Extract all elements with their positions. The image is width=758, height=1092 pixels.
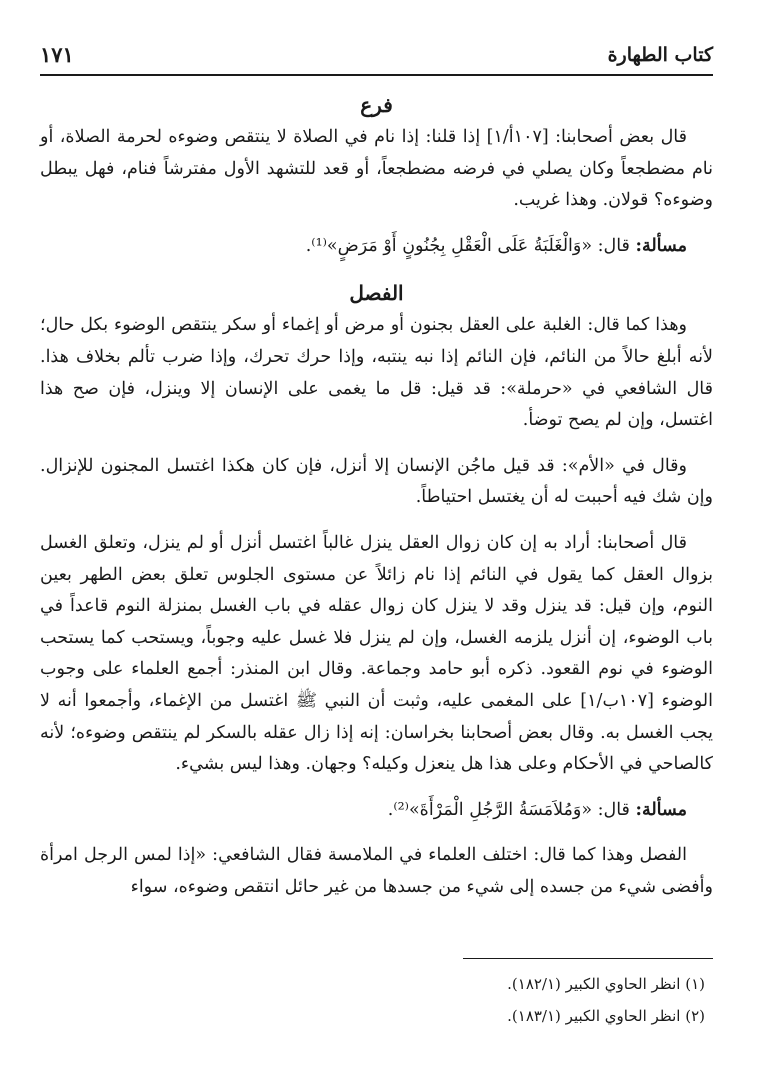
footnote-1: (١) انظر الحاوي الكبير (١٨٢/١). [507, 975, 705, 993]
paragraph-fasl-2: وقال في «الأم»: قد قيل ماجُن الإنسان إلا أنزل، فإن كان هكذا اغتسل المجنون للإنزال. وإن شك فيه أحببت له أن يغتسل احتياطاً. [40, 455, 713, 508]
page-header [40, 38, 713, 72]
footnote-divider [463, 958, 713, 959]
section-heading-far: فرع [360, 93, 393, 117]
masala-2 [40, 795, 713, 827]
paragraph-far: قال بعض أصحابنا: [١٠٧أ/١] إذا قلنا: إذا نام في الصلاة لا ينتقص وضوءه لحرمة الصلاة، أو نام مضطجعاً وكان يصلي في فرضه مضطجعاً، أو قعد للتشهد الأول مفترشاً فنام، فهل يبطل وضوءه؟ قولان. وهذا غريب. [40, 127, 713, 211]
footnote-2: (٢) انظر الحاوي الكبير (١٨٣/١). [507, 1007, 705, 1025]
masala-label: مسألة: [635, 235, 687, 256]
paragraph-fasl-3: قال أصحابنا: أراد به إن كان زوال العقل ينزل غالباً اغتسل أنزل أو لم ينزل، وتعلق الغسل بزوال العقل كما يقول في النائم إذا نام زائلاً عن مستوى الجلوس تعلق بعض الطهر بعين النوم، وإن قيل: قد ينزل وقد لا ينزل كان زوال عقله في باب الغسل بمنزلة النوم قاعداً في باب الوضوء، إن أنزل يلزمه الغسل، وإن لم ينزل فلا غسل عليه وجوباً، ويستحب كما يستحب الوضوء في نوم القعود. ذكره أبو حامد وجماعة. وقال ابن المنذر: أجمع العلماء على وجوب الوضوء [١٠٧ب/١] على المغمى عليه، وثبت أن النبي ﷺ اغتسل من الإغماء، وأجمعوا أنه لا يجب الغسل به. وقال بعض أصحابنا بخراسان: إنه إذا زال عقله بالسكر لم ينتقص وضوءه؛ لأنه كالصاحي في الأحكام وعلى هذا هل ينعزل وكيله؟ وجهان. وهذا ليس بشيء. [40, 532, 713, 775]
masala-text: قال: «وَالْغَلَبَةُ عَلَى الْعَقْلِ بِجُنُونٍ أَوْ مَرَضٍ»⁽¹⁾. [305, 235, 630, 256]
main-text [40, 88, 713, 903]
running-title: كتاب الطهارة [607, 44, 713, 66]
footnotes [40, 968, 713, 1032]
page-number: ١٧١ [40, 42, 74, 67]
section-heading-fasl: الفصل [349, 281, 404, 306]
header-divider [40, 74, 713, 76]
masala-text: قال: «وَمُلاَمَسَةُ الرَّجُلِ الْمَرْأَةَ»⁽²⁾. [387, 799, 630, 820]
paragraph-fasl-1: وهذا كما قال: الغلبة على العقل بجنون أو مرض أو إغماء أو سكر ينتقص الوضوء بكل حال؛ لأنه أبلغ حالاً من النائم، فإن النائم إذا نبه ينتبه، وإذا حرك تحرك، وإذا ضرب تألم بخلاف هذا. قال الشافعي في «حرملة»: قد قيل: قل ما يغمى على الإنسان إلا وينزل، فإن صح هذا اغتسل، وإن لم يصح توضأ. [40, 315, 713, 431]
masala-1 [40, 231, 713, 263]
masala-label: مسألة: [635, 799, 687, 820]
paragraph-fasl2: الفصل وهذا كما قال: اختلف العلماء في الملامسة فقال الشافعي: «إذا لمس الرجل امرأة وأفضى شيء من جسده إلى شيء من جسدها من غير حائل انتقص وضوءه، سواء [40, 845, 713, 897]
